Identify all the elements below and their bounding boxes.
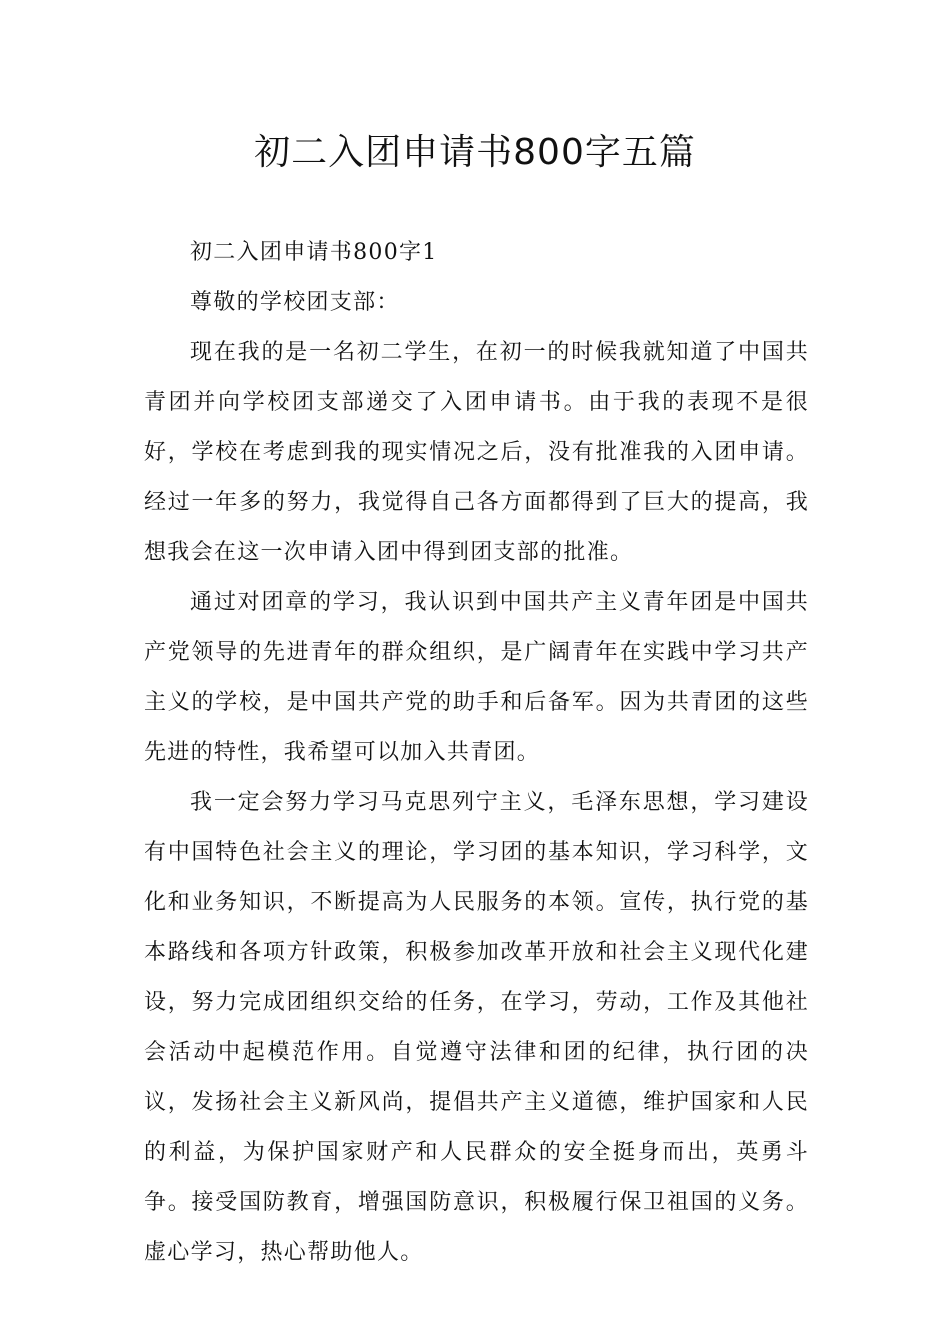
paragraph-2: 通过对团章的学习，我认识到中国共产主义青年团是中国共产党领导的先进青年的群众组织，是广阔青年在实践中学习共产主义的学校，是中国共产党的助手和后备军。因为共青团的这些先进的特性，我希望可以加入共青团。 bbox=[144, 590, 809, 765]
document-title: 初二入团申请书800字五篇 bbox=[254, 132, 696, 173]
section-heading: 初二入团申请书800字1 bbox=[190, 240, 438, 265]
paragraph-1: 现在我的是一名初二学生，在初一的时候我就知道了中国共青团并向学校团支部递交了入团申请书。由于我的表现不是很好，学校在考虑到我的现实情况之后，没有批准我的入团申请。经过一年多的努力，我觉得自己各方面都得到了巨大的提高，我想我会在这一次申请入团中得到团支部的批准。 bbox=[144, 340, 809, 565]
document-body bbox=[144, 228, 809, 1278]
paragraph-3: 我一定会努力学习马克思列宁主义，毛泽东思想，学习建设有中国特色社会主义的理论，学习团的基本知识，学习科学，文化和业务知识，不断提高为人民服务的本领。宣传，执行党的基本路线和各项方针政策，积极参加改革开放和社会主义现代化建设，努力完成团组织交给的任务，在学习，劳动，工作及其他社会活动中起模范作用。自觉遵守法律和团的纪律，执行团的决议，发扬社会主义新风尚，提倡共产主义道德，维护国家和人民的利益，为保护国家财产和人民群众的安全挺身而出，英勇斗争。接受国防教育，增强国防意识，积极履行保卫祖国的义务。虚心学习，热心帮助他人。 bbox=[144, 790, 809, 1265]
salutation: 尊敬的学校团支部： bbox=[190, 290, 400, 315]
